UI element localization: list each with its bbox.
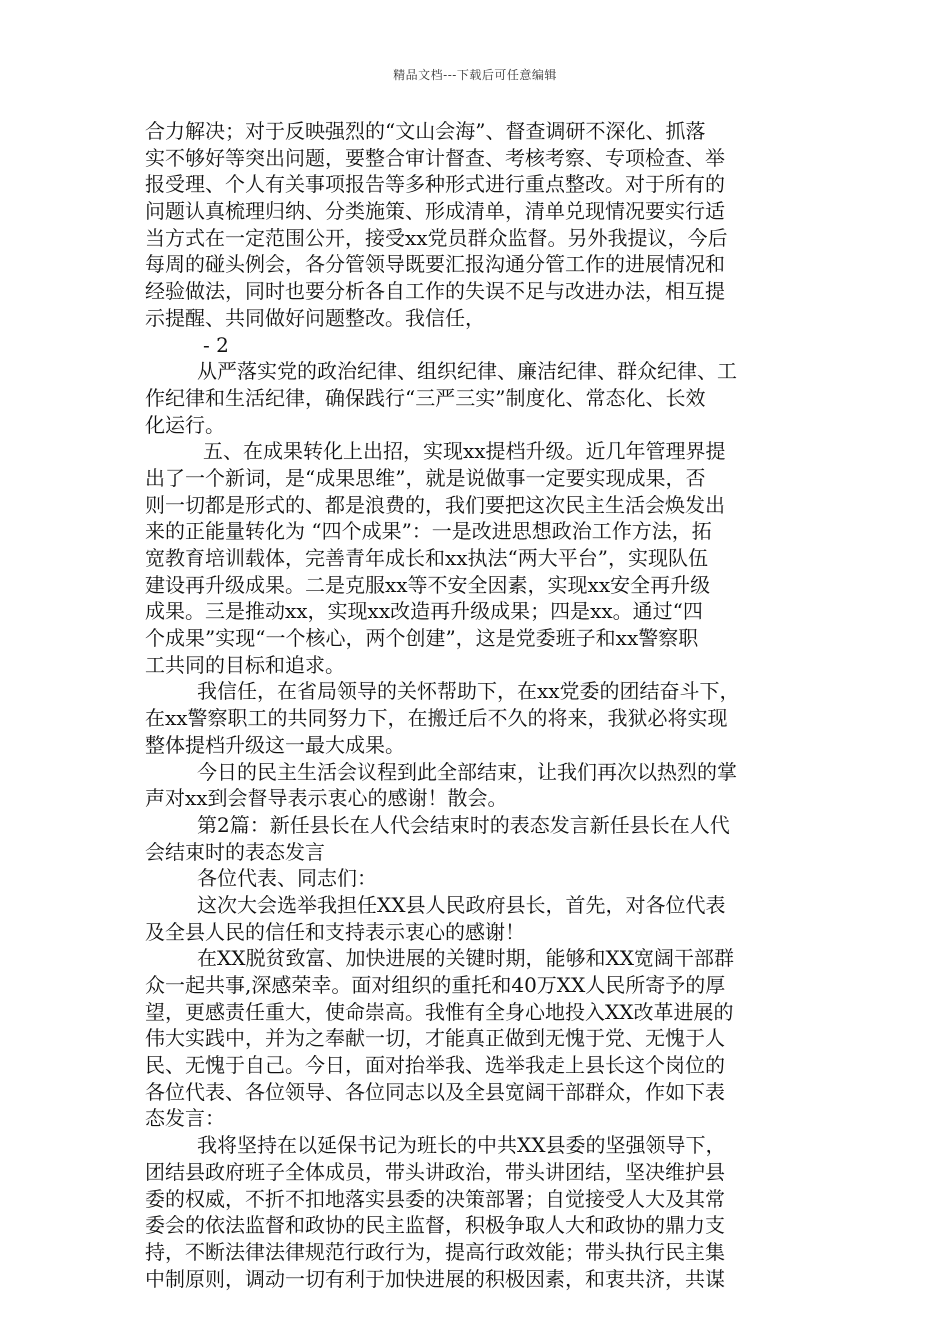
page-number: - 2: [203, 332, 229, 357]
text-line: 会结束时的表态发言: [145, 839, 325, 864]
text-line: 持，不断法律法律规范行政行为，提高行政效能；带头执行民主集: [145, 1239, 725, 1264]
text-line: 在xx警察职工的共同努力下，在搬迁后不久的将来，我狱必将实现: [145, 706, 728, 731]
text-line: 问题认真梳理归纳、分类施策、形成清单，清单兑现情况要实行适: [145, 199, 725, 224]
text-line: 态发言：: [145, 1106, 225, 1131]
text-line: 则一切都是形式的、都是浪费的，我们要把这次民主生活会焕发出: [145, 492, 725, 517]
text-line: 建设再升级成果。二是克服xx等不安全因素，实现xx安全再升级: [145, 572, 711, 597]
text-line: 今日的民主生活会议程到此全部结束，让我们再次以热烈的掌: [197, 759, 737, 784]
text-line: 经验做法，同时也要分析各自工作的失误不足与改进办法，相互提: [145, 279, 725, 304]
text-line: 这次大会选举我担任XX县人民政府县长，首先，对各位代表: [197, 892, 726, 917]
text-line: 中制原则，调动一切有利于加快进展的积极因素，和衷共济，共谋: [145, 1266, 725, 1291]
text-line: 每周的碰头例会，各分管领导既要汇报沟通分管工作的进展情况和: [145, 252, 725, 277]
text-line: 宽教育培训载体，完善青年成长和xx执法“两大平台”，实现队伍: [145, 546, 709, 570]
text-line: 出了一个新词，是“成果思维”，就是说做事一定要实现成果，否: [145, 465, 706, 490]
text-line: 声对xx到会督导表示衷心的感谢！散会。: [145, 786, 508, 811]
text-line: 及全县人民的信任和支持表示衷心的感谢！: [145, 919, 525, 944]
text-line: 作纪律和生活纪律，确保践行“三严三实”制度化、常态化、长效: [145, 385, 706, 410]
text-line: 实不够好等突出问题，要整合审计督查、考核考察、专项检查、举: [145, 145, 725, 170]
text-line: 我信任，在省局领导的关怀帮助下，在xx党委的团结奋斗下，: [197, 679, 740, 704]
text-line: 委会的依法监督和政协的民主监督，积极争取人大和政协的鼎力支: [145, 1213, 725, 1238]
text-line: 我将坚持在以延保书记为班长的中共XX县委的坚强领导下，: [197, 1133, 726, 1158]
text-line: 第2篇：新任县长在人代会结束时的表态发言新任县长在人代: [197, 812, 730, 837]
text-line: 从严落实党的政治纪律、组织纪律、廉洁纪律、群众纪律、工: [197, 359, 737, 384]
text-line: 化运行。: [145, 412, 225, 437]
text-line: 合力解决；对于反映强烈的“文山会海”、督查调研不深化、抓落: [145, 119, 706, 143]
text-line: 示提醒、共同做好问题整改。我信任，: [145, 305, 485, 330]
text-line: 伟大实践中，并为之奉献一切，才能真正做到无愧于党、无愧于人: [145, 1026, 725, 1051]
text-line: 报受理、个人有关事项报告等多种形式进行重点整改。对于所有的: [145, 172, 725, 197]
text-line: 各位代表、同志们：: [197, 866, 377, 891]
page-header: 精品文档---下载后可任意编辑: [393, 68, 557, 82]
text-line: 在XX脱贫致富、加快进展的关键时期，能够和XX宽阔干部群: [197, 946, 734, 971]
text-line: 民、无愧于自己。今日，面对抬举我、选举我走上县长这个岗位的: [145, 1053, 725, 1078]
text-line: 望，更感责任重大，使命崇高。我惟有全身心地投入XX改革进展的: [145, 999, 734, 1024]
text-line: 成果。三是推动xx，实现xx改造再升级成果；四是xx。通过“四: [145, 599, 703, 624]
text-line: 整体提档升级这一最大成果。: [145, 732, 405, 757]
text-line: 委的权威，不折不扣地落实县委的决策部署；自觉接受人大及其常: [145, 1186, 725, 1211]
text-line: 众一起共事,深感荣幸。面对组织的重托和40万XX人民所寄予的厚: [145, 973, 726, 997]
text-line: 各位代表、各位领导、各位同志以及全县宽阔干部群众，作如下表: [145, 1079, 725, 1104]
text-line: 个成果”实现“一个核心，两个创建”，这是党委班子和xx警察职: [145, 626, 699, 651]
text-line: 当方式在一定范围公开，接受xx党员群众监督。另外我提议，今后: [145, 225, 728, 250]
document-body: [145, 118, 815, 1292]
text-line: 工共同的目标和追求。: [145, 652, 345, 677]
text-line: 来的正能量转化为 “四个成果”：一是改进思想政治工作方法，拓: [145, 519, 712, 544]
text-line: 五、在成果转化上出招，实现xx提档升级。近几年管理界提: [203, 439, 726, 464]
text-line: 团结县政府班子全体成员，带头讲政治，带头讲团结，坚决维护县: [145, 1159, 725, 1184]
